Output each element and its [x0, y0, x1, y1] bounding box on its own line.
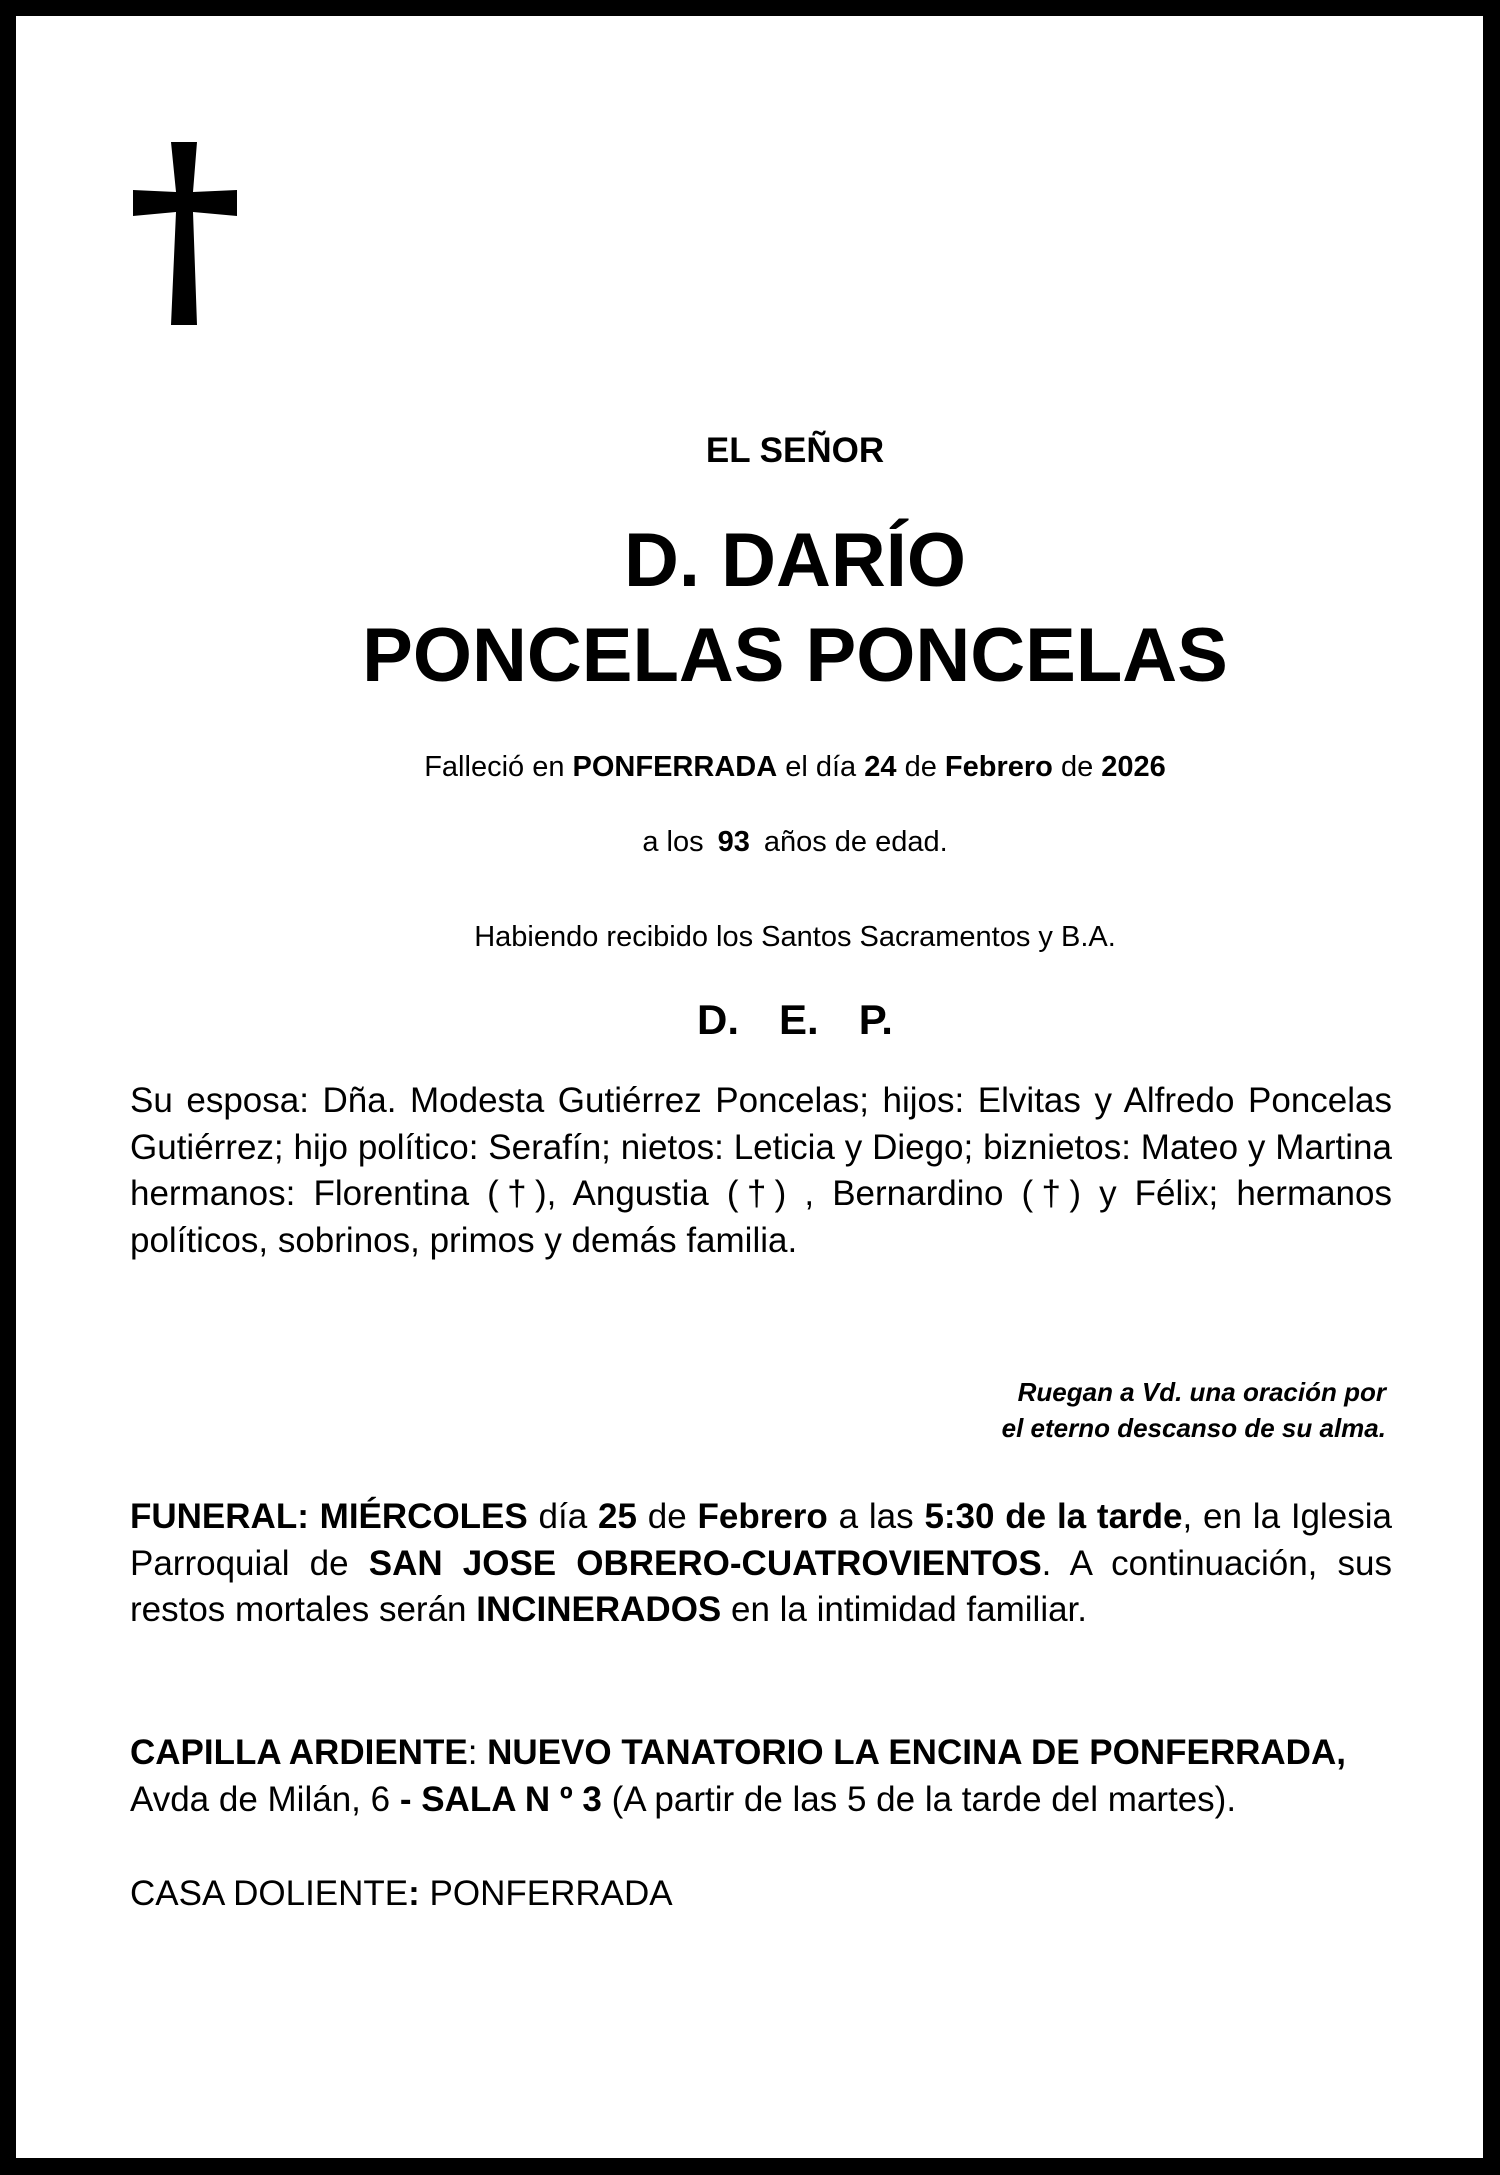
age-prefix: a los [642, 826, 704, 858]
family-paragraph: Su esposa: Dña. Modesta Gutiérrez Poncelas; hijos: Elvitas y Alfredo Poncelas Gutiérrez; hijo político: Serafín; nietos: Leticia y Diego; biznietos: Mateo y Martina hermanos: Florentina (†), Angustia (†) , Bernardino (†) y Félix; hermanos políticos, sobrinos, primos y demás familia. [130, 1081, 1392, 1260]
prayer-line-1: Ruegan a Vd. una oración por [1017, 1377, 1386, 1407]
mourning-house [130, 1874, 673, 1914]
chapel-colon: : [467, 1733, 488, 1772]
cross-icon [133, 142, 237, 325]
dep-e: E. [779, 996, 819, 1043]
dep-d: D. [697, 996, 740, 1043]
funeral-month: Febrero [697, 1497, 828, 1536]
sacraments-line: Habiendo recibido los Santos Sacramentos y B.A. [474, 921, 1116, 953]
death-year: 2026 [1101, 751, 1166, 783]
mourning-house-colon: : [408, 1874, 420, 1913]
funeral-paragraph [130, 1494, 1392, 1634]
deceased-name-first: D. DARÍO [624, 518, 966, 603]
funeral-text: . A continuación, sus restos mortales serán [130, 1543, 1392, 1629]
funeral-text: en la intimidad familiar. [721, 1590, 1088, 1629]
funeral-text: a las [827, 1497, 925, 1536]
chapel-address: Avda de Milán, 6 [130, 1779, 400, 1819]
chapel-room: - SALA N º 3 [399, 1779, 602, 1819]
chapel-place: NUEVO TANATORIO LA ENCINA DE PONFERRADA, [487, 1733, 1346, 1772]
death-de1: de [904, 751, 937, 783]
funeral-action: INCINERADOS [476, 1590, 722, 1629]
funeral-day: 25 [598, 1497, 637, 1536]
prayer-request [1002, 1374, 1386, 1446]
dep-initials [130, 996, 1460, 1044]
age-line [130, 826, 1460, 859]
obituary-card [16, 16, 1483, 2158]
death-de2: de [1060, 751, 1094, 783]
funeral-church: SAN JOSE OBRERO-CUATROVIENTOS [368, 1543, 1042, 1583]
age-years: 93 [717, 826, 750, 858]
age-suffix: años de edad. [763, 826, 948, 858]
death-month: Febrero [944, 751, 1053, 783]
chapel-paragraph [130, 1730, 1410, 1823]
mourning-house-label: CASA DOLIENTE [130, 1874, 409, 1913]
chapel-note: (A partir de las 5 de la tarde del martes). [601, 1779, 1237, 1819]
funeral-text: día [527, 1497, 599, 1536]
chapel-label: CAPILLA ARDIENTE [130, 1733, 468, 1772]
death-info [130, 751, 1460, 784]
death-day: 24 [864, 751, 897, 783]
mourning-house-place: PONFERRADA [419, 1874, 673, 1913]
funeral-label: FUNERAL: MIÉRCOLES [130, 1497, 528, 1536]
title-senor: EL SEÑOR [705, 431, 885, 470]
deceased-name-surnames: PONCELAS PONCELAS [362, 613, 1228, 698]
death-prefix: Falleció en [424, 751, 565, 783]
prayer-line-2: el eterno descanso de su alma. [1001, 1413, 1386, 1443]
funeral-time: 5:30 de la tarde [924, 1497, 1183, 1536]
dep-p: P. [858, 996, 893, 1043]
funeral-text: de [636, 1497, 698, 1536]
death-place: PONFERRADA [572, 751, 778, 783]
death-day-label: el día [785, 751, 857, 783]
funeral-text: , en la Iglesia Parroquial de [130, 1497, 1393, 1583]
